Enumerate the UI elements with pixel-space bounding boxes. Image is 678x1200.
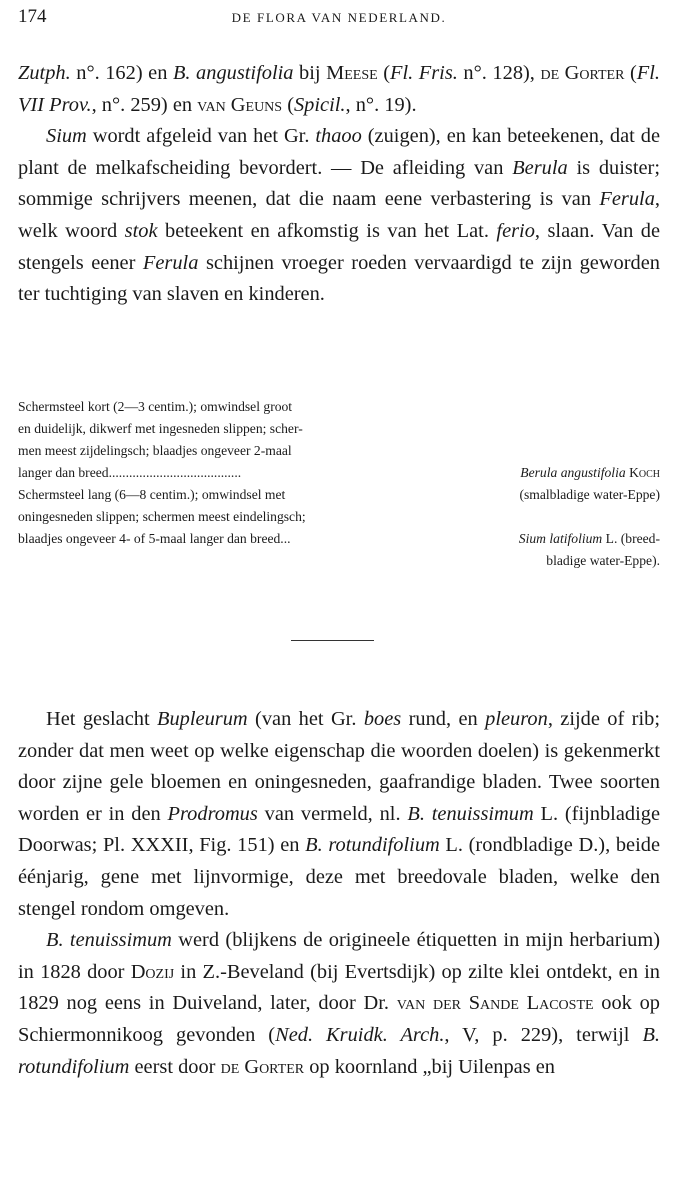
running-header — [18, 6, 660, 32]
key-taxon-berula: Berula angustifolia Koch — [520, 465, 660, 480]
paragraph-references: Zutph. n°. 162) en B. angustifolia bij Meese (Fl. Fris. n°. 128), de Gorter (Fl. VII Prov., n°. 259) en van Geuns (Spicil., n°. 19). — [18, 62, 660, 116]
paragraph-etymology-sium: Sium wordt afgeleid van het Gr. thaoo (zuigen), en kan beteekenen, dat de plant de melkafscheiding bevordert. — De afleiding van Berula is duister; sommige schrijvers meenen, dat die naam eene verbastering is van Ferula, welk woord stok beteekent en afkomstig is van het Lat. ferio, slaan. Van de stengels eener Ferula schijnen vroeger roeden vervaardigd te zijn geworden ter tuchtiging van slaven en kinderen. — [18, 125, 660, 306]
running-title: DE FLORA VAN NEDERLAND. — [231, 10, 447, 25]
key-common-name: (smalbladige water-Eppe) — [519, 487, 660, 502]
key-common-name: bladige water-Eppe). — [546, 553, 660, 568]
key-line: langer dan breed....................................... — [18, 465, 242, 480]
key-line: men meest zijdelingsch; blaadjes ongeveer 2-maal — [18, 443, 292, 458]
identification-key — [18, 396, 660, 572]
key-line: Schermsteel kort (2—3 centim.); omwindsel groot — [18, 399, 293, 414]
paragraph-tenuissimum: B. tenuissimum werd (blijkens de origineele étiquetten in mijn herbarium) in 1828 door Dozij in Z.-Beveland (bij Evertsdijk) op zilte klei ontdekt, en in 1829 nog eens in Duiveland, later, door Dr. van der Sande Lacoste ook op Schiermonnikoog gevonden (Ned. Kruidk. Arch., V, p. 229), terwijl B. rotundifolium eerst door de Gorter op koornland „bij Uilenpas en — [18, 929, 661, 1078]
key-line: oningesneden slippen; schermen meest eindelingsch; — [18, 509, 306, 524]
key-line: blaadjes ongeveer 4- of 5-maal langer dan breed... — [18, 531, 291, 546]
text-block-lower — [18, 704, 660, 1083]
page-number: 174 — [18, 6, 47, 27]
section-divider — [291, 640, 374, 641]
text-block-upper — [18, 58, 660, 311]
key-taxon-sium: Sium latifolium L. (breed- — [518, 531, 660, 546]
key-line: en duidelijk, dikwerf met ingesneden slippen; scher- — [18, 421, 303, 436]
paragraph-bupleurum: Het geslacht Bupleurum (van het Gr. boes rund, en pleuron, zijde of rib; zonder dat men weet op welke eigenschap die woorden doelen) is gekenmerkt door zijne gele bloemen en oningesneden, gaafrandige bladen. Twee soorten worden er in den Prodromus van vermeld, nl. B. tenuissimum L. (fijnbladige Doorwas; Pl. XXXII, Fig. 151) en B. rotundifolium L. (rondbladige D.), beide éénjarig, gene met lijnvormige, deze met breedovale bladen, welke den stengel rondom omgeven. — [18, 708, 661, 920]
key-line: Schermsteel lang (6—8 centim.); omwindsel met — [18, 487, 286, 502]
